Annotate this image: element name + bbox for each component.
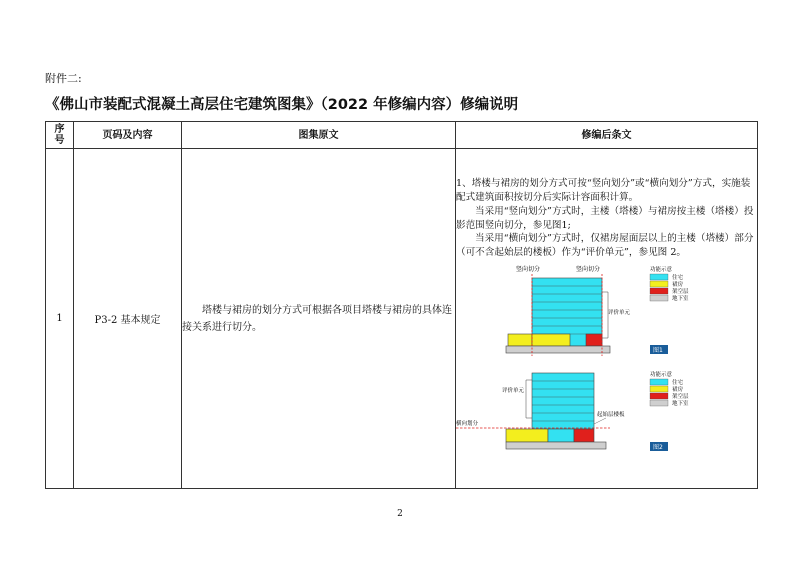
page-number: 2 <box>397 509 403 519</box>
fig1-legend-swatch-podium <box>650 281 668 287</box>
document-title: 《佛山市装配式混凝土高层住宅建筑图集》（2022 年修编内容）修编说明 <box>45 97 519 113</box>
fig2-lobby <box>548 429 574 442</box>
fig2-tower <box>506 373 606 449</box>
fig2-legend <box>650 370 689 407</box>
fig2-stilt-floor <box>574 429 594 442</box>
fig2-legend-stilt: 架空层 <box>672 393 689 400</box>
row-revised-cell <box>456 149 758 489</box>
fig1-stilt-floor <box>586 334 602 346</box>
revised-paragraph-2: 当采用“竖向划分”方式时，主楼（塔楼）与裙房按主楼（塔楼）投影范围竖向切分，参见图1; <box>456 205 754 231</box>
fig1-basement <box>506 346 610 353</box>
header-original: 图集原文 <box>182 122 456 149</box>
revision-table <box>45 121 758 489</box>
fig1-legend-title: 功能示意 <box>650 266 673 273</box>
row-page: P3-2 基本规定 <box>74 149 182 489</box>
fig2-legend-swatch-podium <box>650 386 668 392</box>
fig1-label-right: 竖向切分 <box>576 265 601 273</box>
fig1-legend-swatch-residential <box>650 274 668 280</box>
fig1-legend-basement: 地下室 <box>672 295 689 302</box>
row-original-text: 塔楼与裙房的划分方式可根据各项目塔楼与裙房的具体连接关系进行切分。 <box>182 149 456 489</box>
fig1-legend <box>650 265 689 302</box>
header-revised: 修编后条文 <box>456 122 758 149</box>
fig1-legend-residential: 住宅 <box>672 274 684 281</box>
fig2-tower-body <box>532 373 594 429</box>
fig2-legend-swatch-residential <box>650 379 668 385</box>
fig1-eval-label: 评价单元 <box>608 309 631 316</box>
fig2-basement <box>506 442 606 449</box>
fig2-legend-podium: 裙房 <box>672 386 684 393</box>
table-row <box>46 149 758 489</box>
fig2-legend-swatch-stilt <box>650 393 668 399</box>
fig1-tower <box>506 278 610 353</box>
fig1-podium-under-tower <box>532 334 570 346</box>
fig1-legend-swatch-stilt <box>650 288 668 294</box>
fig2-legend-residential: 住宅 <box>672 379 684 386</box>
fig1-legend-podium: 裙房 <box>672 281 684 288</box>
figure-1-vertical-split <box>456 262 746 366</box>
row-number: 1 <box>46 149 74 489</box>
fig2-legend-basement: 地下室 <box>672 400 689 407</box>
figure-2-horizontal-split <box>456 368 746 460</box>
fig1-label-left: 竖向切分 <box>516 265 541 273</box>
fig1-podium-left <box>508 334 532 346</box>
fig2-podium-left <box>506 429 548 442</box>
fig2-eval-label: 评价单元 <box>502 387 525 394</box>
fig2-legend-swatch-basement <box>650 400 668 406</box>
fig1-label: 图1 <box>653 346 663 354</box>
table-header-row <box>46 122 758 149</box>
annex-label: 附件二: <box>45 72 82 85</box>
header-page: 页码及内容 <box>74 122 182 149</box>
fig1-legend-swatch-basement <box>650 295 668 301</box>
fig2-eval-bracket <box>526 380 532 418</box>
fig2-label: 图2 <box>653 443 663 451</box>
fig1-legend-stilt: 架空层 <box>672 288 689 295</box>
revised-paragraph-3: 当采用“横向划分”方式时，仅裙房屋面层以上的主楼（塔楼）部分（可不含起始层的楼板）作为“评价单元”，参见图 2。 <box>456 233 754 259</box>
revised-paragraph-1: 1、塔楼与裙房的划分方式可按“竖向划分”或“横向划分”方式，实施装配式建筑面积按切分后实际计容面积计算。 <box>456 178 751 203</box>
fig2-legend-title: 功能示意 <box>650 371 673 378</box>
fig2-leader-line <box>594 418 606 424</box>
fig2-start-floor-label: 起始层楼板 <box>597 411 625 418</box>
header-no: 序号 <box>46 122 74 149</box>
fig2-cut-label: 横向划分 <box>456 420 479 427</box>
